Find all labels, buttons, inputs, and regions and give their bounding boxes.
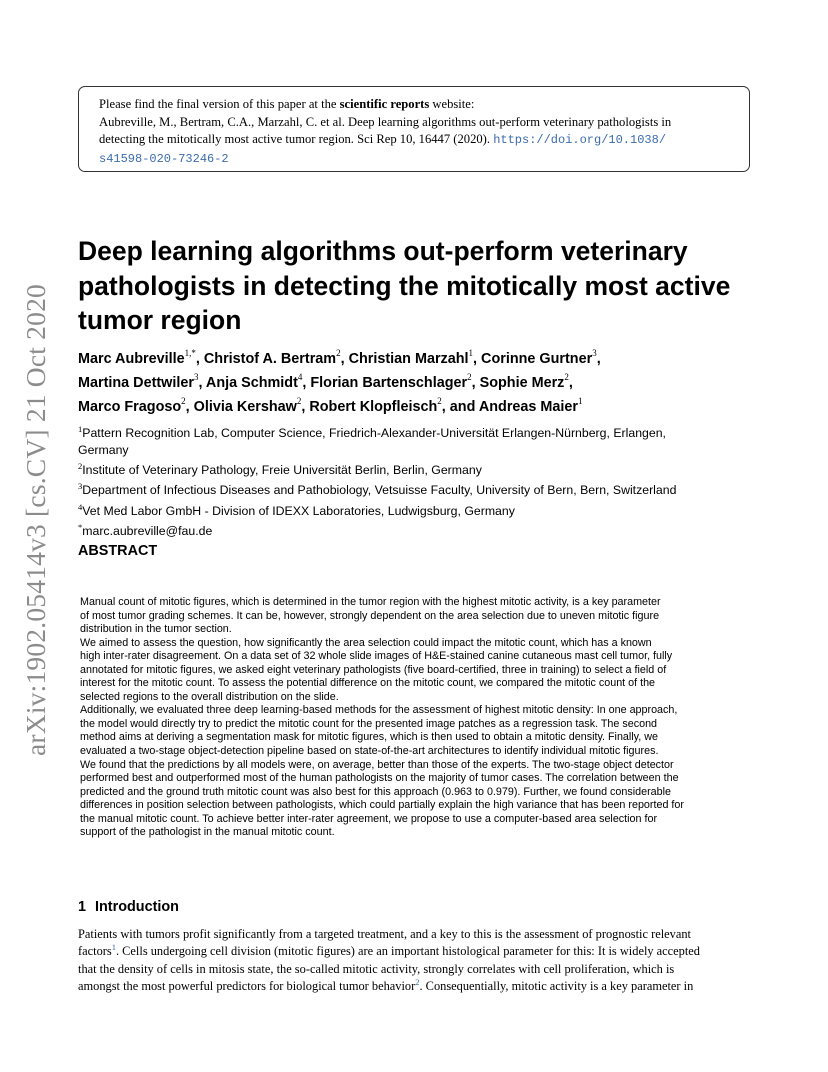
body-line: Patients with tumors profit significantly from a targeted treatment, and a key to this is the assessment of prognostic relevant bbox=[78, 927, 691, 941]
affiliation-item: $^3$Department of Infectious Diseases and Pathobiology, Vetsuisse Faculty, University of Bern, Bern, Switzerland bbox=[78, 481, 677, 498]
affiliation-item: $^1$Pattern Recognition Lab, Computer Science, Friedrich-Alexander-Universität Erlangen-Nürnberg, Erlangen, bbox=[78, 424, 666, 441]
abstract-line: We found that the predictions by all models were, on average, better than those of the experts. The two-stage object detector bbox=[80, 758, 674, 771]
notice-citation-line-2: detecting the mitotically most active tumor region. Sci Rep 10, 16447 (2020). https://doi.org/10.1038/ bbox=[99, 132, 667, 147]
affiliation-item: $^4$Vet Med Labor GmbH - Division of IDEXX Laboratories, Ludwigsburg, Germany bbox=[78, 501, 515, 518]
section-number: 1 bbox=[78, 899, 87, 915]
abstract-line: predicted and the ground truth mitotic count was also best for this approach (0.963 to 0.979). Further, we found considerable bbox=[80, 785, 672, 798]
abstract-line: the manual mitotic count. To achieve better inter-rater agreement, we propose to use a computer-based area selection for bbox=[80, 812, 658, 825]
author-affiliation-mark: 2 bbox=[467, 371, 472, 382]
author-name: Christian Marzahl bbox=[348, 350, 469, 367]
author-affiliation-mark: 2 bbox=[336, 348, 341, 358]
author-affiliation-mark: 3 bbox=[592, 348, 597, 358]
final-version-notice bbox=[78, 86, 750, 172]
abstract-heading: ABSTRACT bbox=[78, 543, 158, 559]
notice-citation-line-1: Aubreville, M., Bertram, C.A., Marzahl, C. et al. Deep learning algorithms out-perform veterinary pathologists in bbox=[99, 114, 672, 129]
author-name: Marco Fragoso bbox=[78, 398, 182, 415]
author-name: Christof A. Bertram bbox=[203, 350, 337, 367]
author-name: Olivia Kershaw bbox=[193, 398, 297, 415]
author-affiliation-mark: 2 bbox=[181, 395, 186, 406]
affiliation-item: $^2$Institute of Veterinary Pathology, Freie Universität Berlin, Berlin, Germany bbox=[78, 460, 482, 477]
abstract-line: We aimed to assess the question, how significantly the area selection could impact the mitotic count, which has a known bbox=[80, 636, 652, 649]
author-affiliation-mark: 2 bbox=[564, 371, 569, 382]
body-line: amongst the most powerful predictors for biological tumor behavior$^2$. Consequentially, mitotic activity is a key parameter in bbox=[78, 976, 694, 993]
author-affiliation-mark: 2 bbox=[437, 395, 442, 406]
affiliation-list bbox=[78, 421, 768, 540]
body-line: factors$^1$. Cells undergoing cell division (mitotic figures) are an important histological parameter for this: It is widely accepted bbox=[78, 942, 701, 959]
abstract-line: the model would directly try to predict the mitotic count for the presented image patches as a regression task. The second bbox=[80, 717, 658, 730]
abstract-line: performed best and outperformed most of the human pathologists on the majority of tumor cases. The correlation between the bbox=[80, 772, 679, 785]
abstract-line: selected regions to the overall distribution on the slide. bbox=[80, 690, 339, 703]
arxiv-identifier-sidebar: arXiv:1902.05414v3 [cs.CV] 21 Oct 2020 bbox=[20, 284, 51, 756]
abstract-line: high inter-rater disagreement. On a data set of 32 whole slide images of H&E-stained canine cutaneous mast cell tumor, fully bbox=[80, 650, 673, 663]
corresponding-email: *marc.aubreville@fau.de bbox=[78, 522, 213, 539]
author-line: Martina Dettwiler$^3$, Anja Schmidt$^4$, Florian Bartenschlager$^2$, Sophie Merz$^2$, bbox=[78, 371, 573, 391]
abstract-line: Additionally, we evaluated three deep learning-based methods for the assessment of highest mitotic density: In one approach, bbox=[80, 704, 678, 717]
title-line: Deep learning algorithms out-perform veterinary bbox=[78, 236, 688, 266]
author-affiliation-mark: 1,* bbox=[184, 348, 196, 358]
section-title: Introduction bbox=[95, 899, 179, 915]
section-heading-introduction bbox=[78, 899, 179, 915]
author-line: Marc Aubreville$^{1,*}$, Christof A. Bertram$^2$, Christian Marzahl$^1$, Corinne Gurtner$^3$, bbox=[78, 348, 601, 367]
author-name: Anja Schmidt bbox=[205, 374, 298, 391]
abstract-line: support of the pathologist in the manual mitotic count. bbox=[80, 826, 335, 839]
citation-link[interactable]: 1 bbox=[111, 942, 116, 953]
paper-title bbox=[78, 234, 778, 338]
author-name: Florian Bartenschlager bbox=[310, 374, 468, 391]
author-name: Marc Aubreville bbox=[78, 350, 185, 367]
journal-name: scientific reports bbox=[339, 97, 430, 111]
author-name: Martina Dettwiler bbox=[78, 374, 194, 391]
abstract-line: annotated for mitotic figures, we asked eight veterinary pathologists (five board-certified, three in training) to select a field of bbox=[80, 663, 667, 676]
authors-conjunction: and bbox=[449, 398, 479, 415]
body-line: that the density of cells in mitosis state, the so-called mitotic activity, strongly correlates with cell proliferation, which is bbox=[78, 961, 675, 976]
affiliation-item-continued: Germany bbox=[78, 442, 129, 457]
author-affiliation-mark: 2 bbox=[296, 395, 302, 406]
author-affiliation-mark: 1 bbox=[578, 395, 583, 406]
abstract-line: differences in position selection between pathologists, which could partially explain the high variance that has been reported for bbox=[80, 799, 684, 812]
abstract-line: Manual count of mitotic figures, which is determined in the tumor region with the highest mitotic activity, is a key parameter bbox=[80, 596, 661, 608]
author-name: Andreas Maier bbox=[478, 398, 579, 415]
author-name: Robert Klopfleisch bbox=[309, 398, 438, 415]
abstract-body bbox=[80, 596, 752, 840]
author-list bbox=[78, 345, 778, 416]
author-name: Corinne Gurtner bbox=[481, 350, 593, 367]
title-line: tumor region bbox=[78, 305, 242, 335]
doi-link[interactable]: https://doi.org/10.1038/ bbox=[493, 133, 667, 147]
author-affiliation-mark: 1 bbox=[468, 348, 474, 358]
abstract-line: evaluated a two-stage object-detection pipeline based on state-of-the-art architectures to identify individual mitotic figures. bbox=[80, 745, 659, 758]
doi-link-continued[interactable]: s41598-020-73246-2 bbox=[99, 151, 229, 166]
author-line: Marco Fragoso$^2$, Olivia Kershaw$^2$, Robert Klopfleisch$^2$, and Andreas Maier$^1$ bbox=[78, 395, 583, 415]
citation-link[interactable]: 2 bbox=[415, 976, 420, 987]
author-affiliation-mark: 4 bbox=[297, 371, 303, 382]
abstract-line: distribution in the tumor section. bbox=[80, 623, 232, 636]
author-affiliation-mark: 3 bbox=[193, 371, 199, 382]
author-name: Sophie Merz bbox=[479, 374, 565, 391]
abstract-line: of most tumor grading schemes. It can be, however, strongly dependent on the area selection due to uneven mitotic figure bbox=[80, 609, 660, 622]
abstract-line: method aims at deriving a segmentation mask for mitotic figures, which is then used to obtain a mitotic density. Finally, we bbox=[80, 731, 658, 744]
title-line: pathologists in detecting the mitotically most active bbox=[78, 270, 731, 301]
notice-doi-line bbox=[99, 150, 731, 169]
introduction-body bbox=[78, 926, 752, 995]
abstract-line: interest for the mitotic count. To assess the potential difference on the mitotic count, we compared the mitotic count of the bbox=[80, 677, 656, 690]
notice-line-1: Please find the final version of this paper at the scientific reports website: bbox=[99, 97, 475, 111]
